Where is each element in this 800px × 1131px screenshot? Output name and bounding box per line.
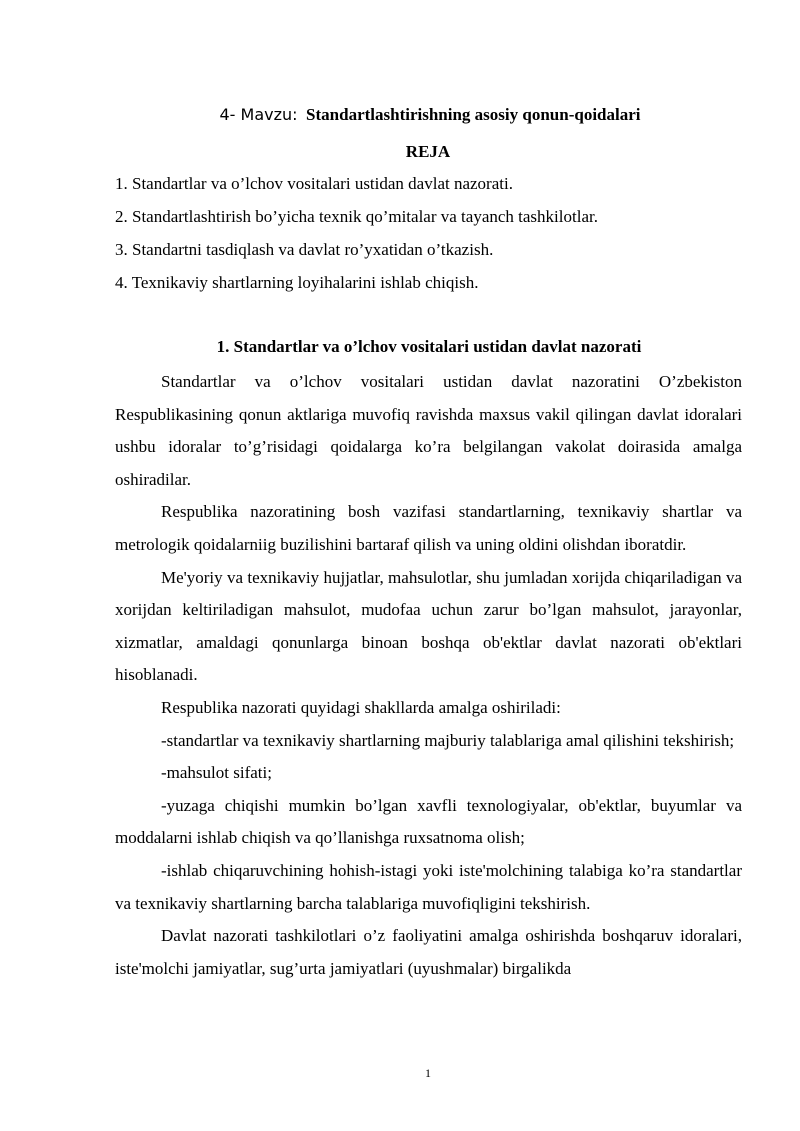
paragraph: Davlat nazorati tashkilotlari o’z faoliyatini amalga oshirishda boshqaruv idoralari, iste'molchi jamiyatlar, sug’urta jamiyatlari (uyushmalar) birgalikda (115, 926, 742, 978)
plan-heading: REJA (405, 142, 451, 161)
paragraph: -yuzaga chiqishi mumkin bo’lgan xavfli texnologiyalar, ob'ektlar, buyumlar va moddalarni ishlab chiqish va qo’llanishga ruxsatnoma olish; (115, 795, 742, 848)
paragraph: -ishlab chiqaruvchining hohish-istagi yoki iste'molchining talabiga ko’ra standartlar va texnikaviy shartlarning barcha talablariga muvofiqligini tekshirish. (115, 860, 742, 913)
body-text (115, 366, 742, 985)
page-number: 1 (425, 1066, 431, 1080)
plan-item: 4. Texnikaviy shartlarning loyihalarini ishlab chiqish. (115, 273, 479, 292)
paragraph: Standartlar va o’lchov vositalari ustidan davlat nazoratini O’zbekiston Respublikasining qonun aktlariga muvofiq ravishda maxsus vakil qilingan davlat idoralari ushbu idoralar to’g’risidagi qoidalarga ko’ra belgilangan vakolat doirasida amalga oshiradilar. (115, 372, 742, 489)
plan-item: 3. Standartni tasdiqlash va davlat ro’yxatidan o’tkazish. (115, 240, 494, 259)
topic-prefix: 4- Mavzu: (219, 105, 298, 124)
paragraph: Respublika nazorati quyidagi shakllarda amalga oshiriladi: (161, 697, 561, 717)
section-heading: 1. Standartlar va o’lchov vositalari ustidan davlat nazorati (216, 337, 642, 356)
plan-list (115, 173, 755, 305)
paragraph: -standartlar va texnikaviy shartlarning majburiy talablariga amal qilishini tekshirish; (161, 730, 735, 750)
plan-item: 2. Standartlashtirish bo’yicha texnik qo’mitalar va tayanch tashkilotlar. (115, 207, 598, 226)
topic-title-text: Standartlashtirishning asosiy qonun-qoidalari (306, 105, 641, 124)
paragraph: Respublika nazoratining bosh vazifasi standartlarning, texnikaviy shartlar va metrologik qoidalarniig buzilishini bartaraf qilish va uning oldini olishdan iboratdir. (115, 502, 742, 554)
paragraph: -mahsulot sifati; (161, 763, 272, 783)
topic-title (0, 104, 800, 126)
paragraph: Me'yoriy va texnikaviy hujjatlar, mahsulotlar, shu jumladan xorijda chiqariladigan va xorijdan keltiriladigan mahsulot, mudofaa uchun zarur bo’lgan mahsulot, jarayonlar, xizmatlar, amaldagi qonunlarga binoan boshqa ob'ektlar davlat nazorati ob'ektlari hisoblanadi. (115, 567, 742, 685)
plan-item: 1. Standartlar va o’lchov vositalari ustidan davlat nazorati. (115, 174, 513, 193)
